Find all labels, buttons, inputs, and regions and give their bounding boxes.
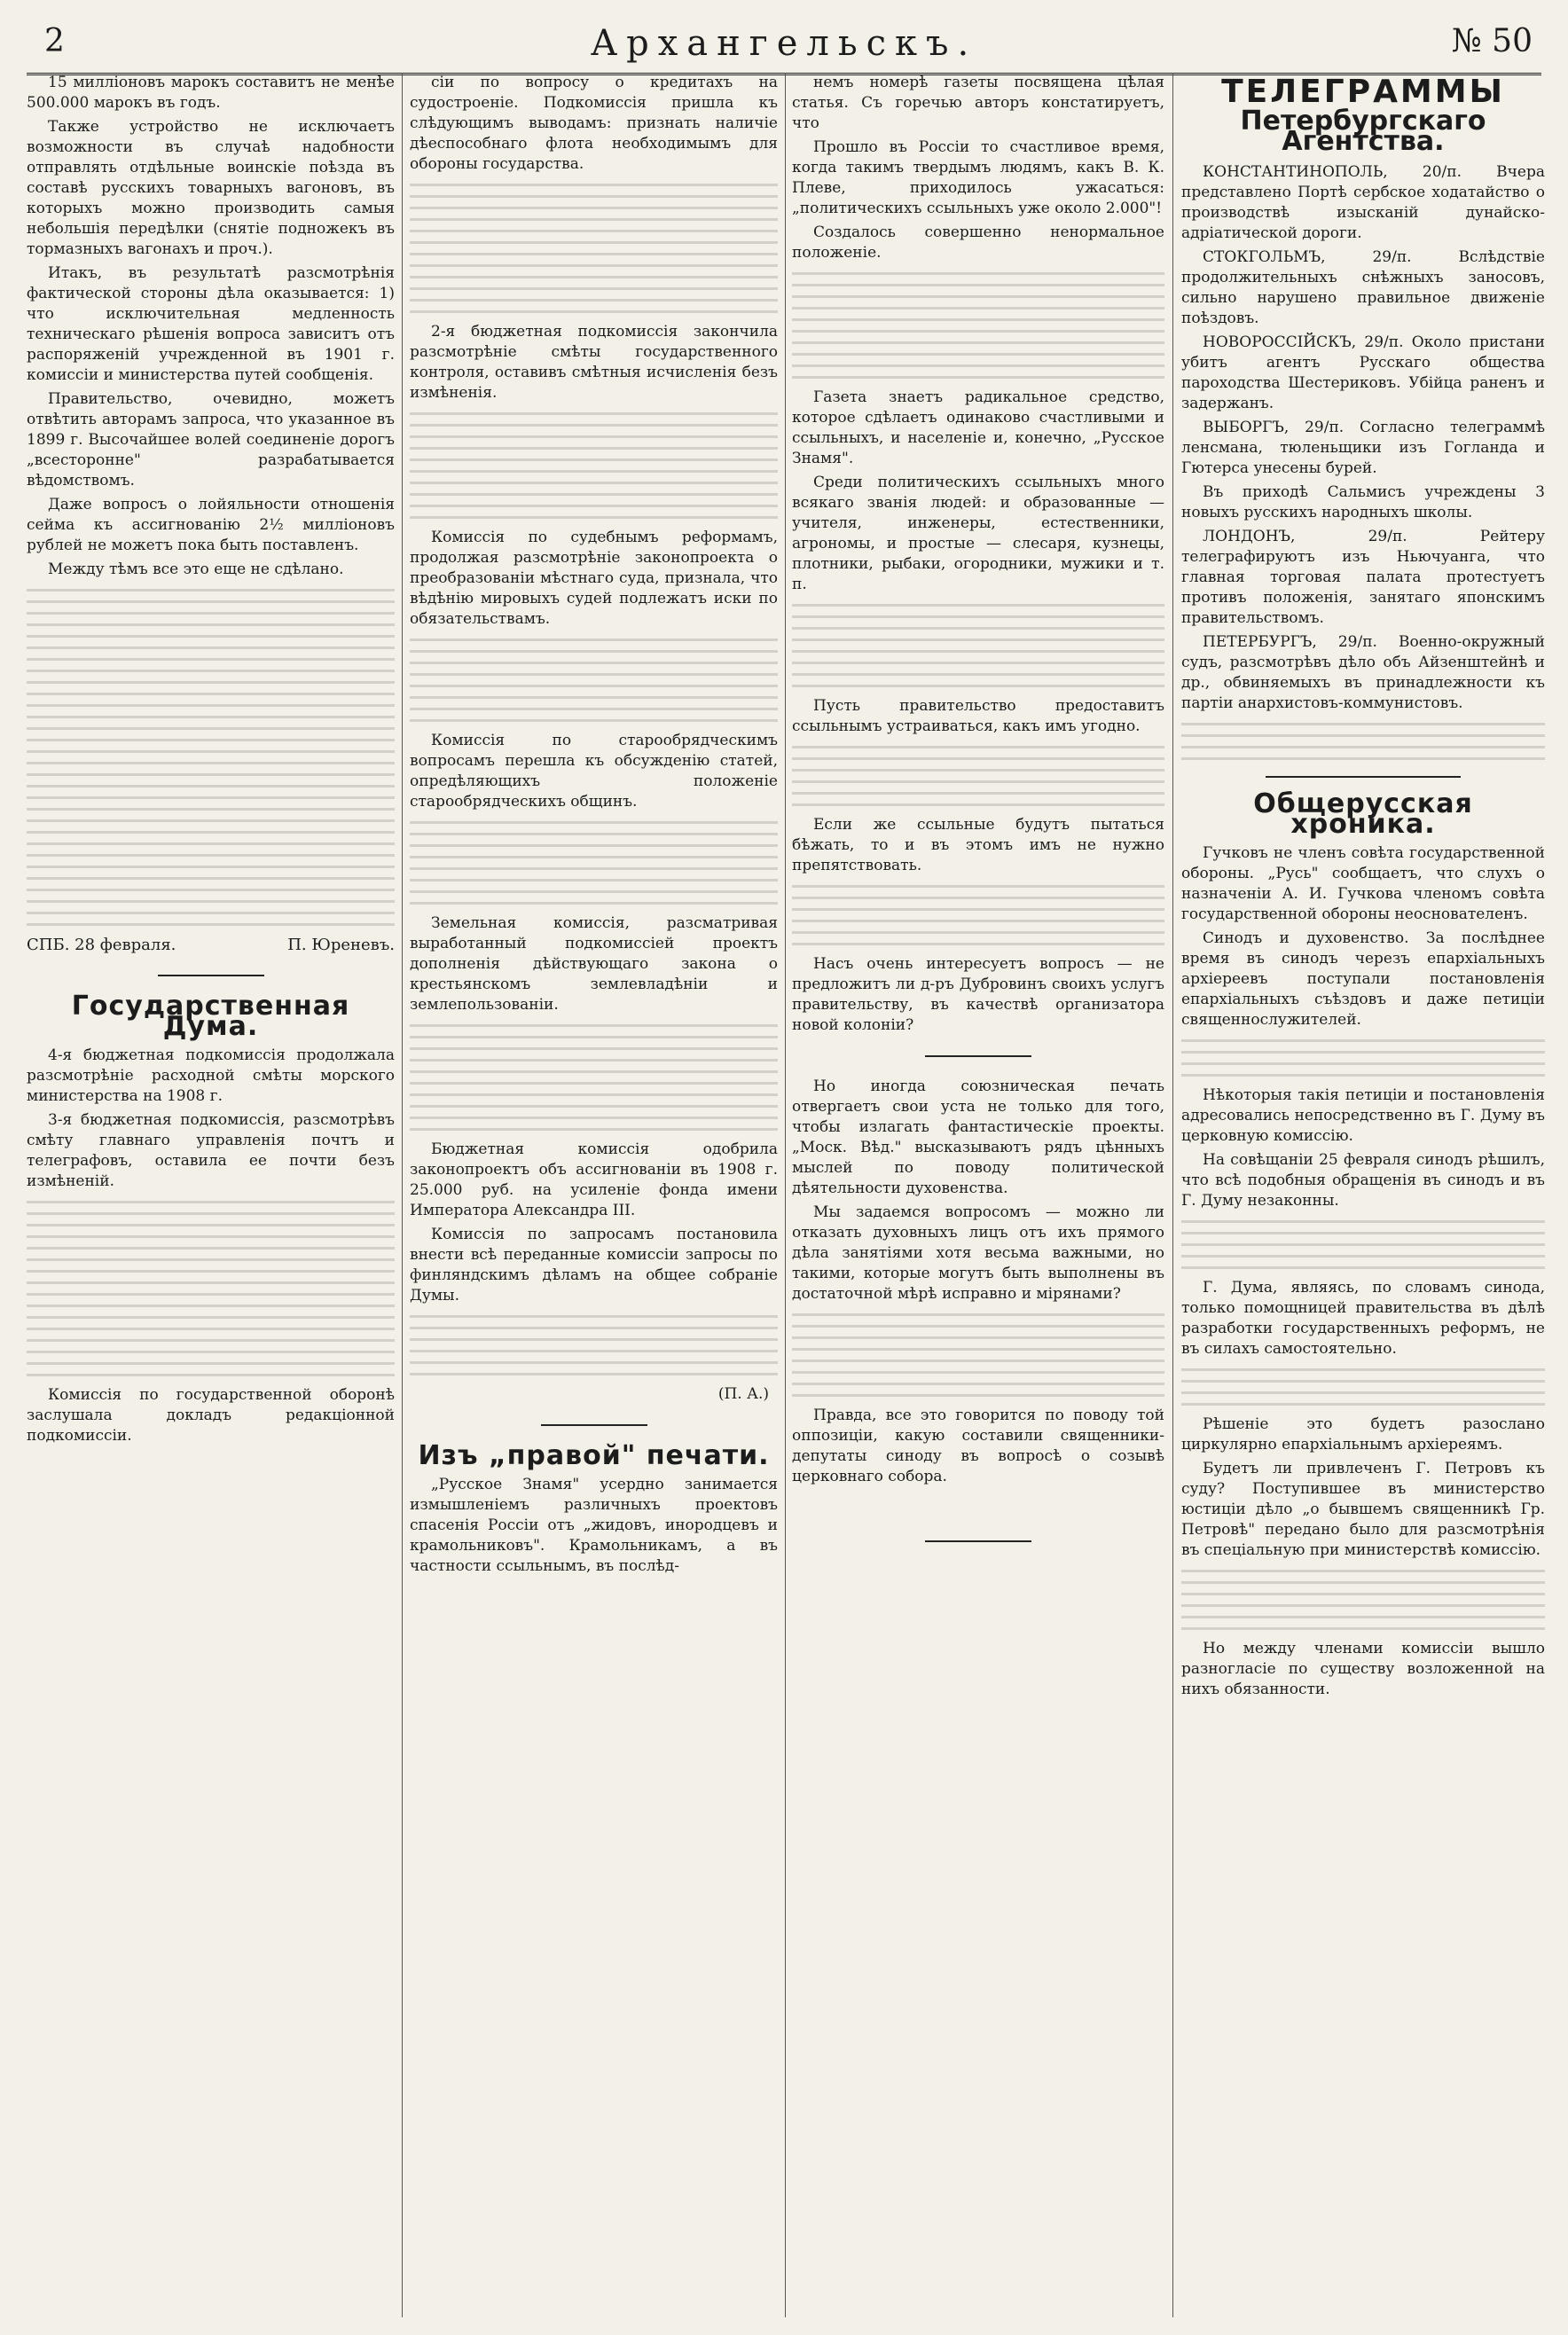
section-divider <box>541 1424 647 1426</box>
article-paragraph: Комиссія по государственной оборонѣ заслушала докладъ редакціонной подкомиссіи. <box>27 1386 395 1445</box>
text-placeholder <box>1181 723 1545 760</box>
chronicle-item: Нѣкоторыя такія петиціи и постановленія адресовались непосредственно въ Г. Думу въ церковную комиссію. <box>1181 1086 1545 1145</box>
article-paragraph: Бюджетная комиссія одобрила законопроектъ объ ассигнованіи въ 1908 г. 25.000 руб. на усиленіе фонда имени Императора Александра III. <box>410 1140 778 1219</box>
column-divider <box>1172 73 1173 2317</box>
chronicle-item: Но между членами комиссіи вышло разногласіе по существу возложенной на нихъ обязанности. <box>1181 1640 1545 1698</box>
section-divider <box>1266 776 1461 778</box>
telegram-item: Въ приходѣ Сальмисъ учреждены 3 новыхъ русскихъ народныхъ школы. <box>1181 483 1545 521</box>
article-paragraph: Комиссія по старообрядческимъ вопросамъ перешла къ обсужденію статей, опредѣляющихъ положеніе старообрядческихъ общинъ. <box>410 732 778 811</box>
column-divider <box>402 73 403 2317</box>
signature-line <box>27 935 395 955</box>
text-placeholder <box>1181 1039 1545 1077</box>
chronicle-item: Будетъ ли привлеченъ Г. Петровъ къ суду? Поступившее въ министерство юстиціи дѣло „о бывшемъ священникѣ Гр. Петровѣ" передано было для разсмотрѣнія въ спеціальную при министерствѣ комиссію. <box>1181 1460 1545 1559</box>
chronicle-item: Г. Дума, являясь, по словамъ синода, только помощницей правительства въ дѣлѣ разработки государственныхъ реформъ, не въ силахъ самостоятельно. <box>1181 1279 1545 1358</box>
telegram-item: ЛОНДОНЪ, 29/п. Рейтеру телеграфируютъ изъ Ньючуанга, что главная торговая палата протестуетъ противъ положенія, занятаго японскимъ правительствомъ. <box>1181 528 1545 627</box>
text-placeholder <box>410 412 778 519</box>
article-paragraph: Даже вопросъ о лойяльности отношенія сейма къ ассигнованію 2½ милліоновъ рублей не можетъ пока быть поставленъ. <box>27 496 395 554</box>
text-placeholder <box>410 821 778 905</box>
text-placeholder <box>792 885 1164 945</box>
telegram-item: НОВОРОССІЙСКЪ, 29/п. Около пристани убитъ агентъ Русскаго общества пароходства Шестериковъ. Убійца раненъ и задержанъ. <box>1181 333 1545 412</box>
telegram-item: КОНСТАНТИНОПОЛЬ, 20/п. Вчера представлено Портѣ сербское ходатайство о производствѣ изысканій дунайско-адріатической дороги. <box>1181 163 1545 242</box>
telegram-item: СТОКГОЛЬМЪ, 29/п. Вслѣдствіе продолжительныхъ снѣжныхъ заносовъ, сильно нарушено правильное движеніе поѣздовъ. <box>1181 248 1545 327</box>
article-paragraph: 3-я бюджетная подкомиссія, разсмотрѣвъ смѣту главнаго управленія почтъ и телеграфовъ, оставила ее почти безъ измѣненій. <box>27 1111 395 1190</box>
article-paragraph: немъ номерѣ газеты посвящена цѣлая статья. Съ горечью авторъ констатируетъ, что <box>792 74 1164 132</box>
section-divider <box>925 1540 1031 1542</box>
article-paragraph: 2-я бюджетная подкомиссія закончила разсмотрѣніе смѣты государственного контроля, оставивъ смѣтныя исчисленія безъ измѣненія. <box>410 323 778 402</box>
column-1 <box>27 73 395 2317</box>
page-number: 2 <box>44 23 65 59</box>
section-subheading-agency: Петербургскаго Агентства. <box>1240 106 1486 157</box>
column-3 <box>792 73 1164 2317</box>
text-placeholder <box>792 604 1164 687</box>
article-paragraph: Среди политическихъ ссыльныхъ много всякаго званія людей: и образованные — учителя, инженеры, естественники, агрономы, и простые — слесаря, кузнецы, плотники, рыбаки, огородники, мужики и т. п. <box>792 474 1164 593</box>
article-paragraph: сіи по вопросу о кредитахъ на судостроеніе. Подкомиссія пришла къ слѣдующимъ выводамъ: признать наличіе дѣеспособнаго флота необходимымъ для обороны государства. <box>410 74 778 173</box>
article-paragraph: Создалось совершенно ненормальное положеніе. <box>792 223 1164 262</box>
text-placeholder <box>792 1313 1164 1397</box>
article-paragraph: Комиссія по запросамъ постановила внести всѣ переданные комиссіи запросы по финляндскимъ дѣламъ на общее собраніе Думы. <box>410 1226 778 1305</box>
section-heading-chronicle: Общерусская хроника. <box>1253 788 1473 840</box>
text-placeholder <box>27 1201 395 1376</box>
newspaper-title: Архангельскъ. <box>590 23 978 64</box>
text-placeholder <box>410 1024 778 1131</box>
text-placeholder <box>410 1315 778 1375</box>
issue-number: № 50 <box>1451 23 1533 59</box>
article-paragraph: 15 милліоновъ марокъ составитъ не менѣе 500.000 марокъ въ годъ. <box>27 74 395 112</box>
sign-author: П. Юреневъ. <box>287 936 395 954</box>
section-divider <box>925 1055 1031 1057</box>
sign-initials: (П. А.) <box>717 1385 769 1403</box>
text-placeholder <box>1181 1220 1545 1269</box>
article-paragraph: Мы задаемся вопросомъ — можно ли отказать духовныхъ лицъ отъ ихъ прямого дѣла занятіями хотя весьма важными, но такими, которые могутъ быть выполнены въ достаточной мѣрѣ исправно и мірянами? <box>792 1203 1164 1303</box>
section-heading-telegrams: ТЕЛЕГРАММЫ <box>1221 74 1505 110</box>
text-placeholder <box>27 589 395 926</box>
section-heading-duma: Государственная Дума. <box>71 991 350 1042</box>
article-paragraph: Если же ссыльные будутъ пытаться бѣжать, то и въ этомъ имъ не нужно препятствовать. <box>792 816 1164 874</box>
text-placeholder <box>410 184 778 313</box>
chronicle-item: На совѣщаніи 25 февраля синодъ рѣшилъ, что всѣ подобныя обращенія въ синодъ и въ Г. Думу незаконны. <box>1181 1151 1545 1210</box>
article-paragraph: Итакъ, въ результатѣ разсмотрѣнія фактической стороны дѣла оказывается: 1) что исключительная медленность техническаго рѣшенія вопроса зависитъ отъ распоряженій учрежденной въ 1901 г. комиссіи и министерства путей сообщенія. <box>27 264 395 384</box>
chronicle-item: Гучковъ не членъ совѣта государственной обороны. „Русь" сообщаетъ, что слухъ о назначеніи А. И. Гучкова членомъ совѣта государственной обороны неоснователенъ. <box>1181 844 1545 923</box>
article-paragraph: Комиссія по судебнымъ реформамъ, продолжая разсмотрѣніе законопроекта о преобразованіи мѣстнаго суда, признала, что вѣдѣнію мировыхъ судей подлежатъ иски по обязательствамъ. <box>410 529 778 628</box>
text-placeholder <box>792 272 1164 379</box>
text-placeholder <box>792 746 1164 806</box>
section-divider <box>158 975 264 976</box>
article-paragraph: Прошло въ Россіи то счастливое время, когда такимъ твердымъ людямъ, какъ В. К. Плеве, приходилось ужасаться: „политическихъ ссыльныхъ уже около 2.000"! <box>792 138 1164 217</box>
article-paragraph: Земельная комиссія, разсматривая выработанный подкомиссіей проектъ дополненія дѣйствующаго закона о крестьянскомъ землевладѣніи и землепользованіи. <box>410 914 778 1014</box>
masthead <box>27 18 1541 71</box>
article-paragraph: Правда, все это говорится по поводу той оппозиціи, какую составили священники-депутаты синоду въ вопросѣ о созывѣ церковнаго собора. <box>792 1406 1164 1485</box>
article-paragraph: Но иногда союзническая печать отвергаетъ свои уста не только для того, чтобы излагать фантастическіе проекты. „Моск. Вѣд." высказываютъ рядъ цѣнныхъ мыслей по поводу политической дѣятельности духовенства. <box>792 1077 1164 1197</box>
article-paragraph: „Русское Знамя" усердно занимается измышленіемъ различныхъ проектовъ спасенія Россіи отъ „жидовъ, инородцевъ и крамольниковъ". Крамольникамъ, а въ частности ссыльнымъ, въ послѣд- <box>410 1476 778 1575</box>
article-paragraph: Пусть правительство предоставитъ ссыльнымъ устраиваться, какъ имъ угодно. <box>792 697 1164 735</box>
text-placeholder <box>1181 1368 1545 1406</box>
chronicle-item: Синодъ и духовенство. За послѣднее время въ синодъ черезъ епархіальныхъ архіереевъ поступали постановленія епархіальныхъ съѣздовъ и даже петиціи священнослужителей. <box>1181 929 1545 1029</box>
section-heading-pravaya: Изъ „правой" печати. <box>418 1440 770 1471</box>
article-paragraph: Газета знаетъ радикальное средство, которое сдѣлаетъ одинаково счастливыми и ссыльныхъ, и населеніе и, конечно, „Русское Знамя". <box>792 388 1164 467</box>
telegram-item: ПЕТЕРБУРГЪ, 29/п. Военно-окружный судъ, разсмотрѣвъ дѣло объ Айзенштейнѣ и др., обвиняемыхъ въ принадлежности къ партіи анархистовъ-коммунистовъ. <box>1181 633 1545 712</box>
article-paragraph: Правительство, очевидно, можетъ отвѣтить авторамъ запроса, что указанное въ 1899 г. Высочайшее волей соединеніе дорогъ „всесторонне" разрабатывается вѣдомствомъ. <box>27 390 395 490</box>
column-divider <box>785 73 786 2317</box>
text-placeholder <box>1181 1570 1545 1630</box>
article-paragraph: Насъ очень интересуетъ вопросъ — не предложитъ ли д-ръ Дубровинъ своихъ услугъ правительству, въ качествѣ организатора новой колоніи? <box>792 955 1164 1034</box>
telegram-item: ВЫБОРГЪ, 29/п. Согласно телеграммѣ ленсмана, тюленьщики изъ Гогланда и Гютерса унесены бурей. <box>1181 419 1545 477</box>
column-4 <box>1181 73 1545 2317</box>
article-paragraph: 4-я бюджетная подкомиссія продолжала разсмотрѣніе расходной смѣты морского министерства на 1908 г. <box>27 1046 395 1105</box>
sign-place-date: СПБ. 28 февраля. <box>27 936 176 954</box>
column-2 <box>410 73 778 2317</box>
chronicle-item: Рѣшеніе это будетъ разослано циркулярно епархіальнымъ архіереямъ. <box>1181 1415 1545 1453</box>
article-paragraph: Между тѣмъ все это еще не сдѣлано. <box>48 560 344 578</box>
article-paragraph: Также устройство не исключаетъ возможности въ случаѣ надобности отправлять отдѣльные воинскіе поѣзда въ составѣ русскихъ товарныхъ вагоновъ, въ которыхъ можно производить самыя небольшія передѣлки (снятіе подножекъ въ тормазныхъ вагонахъ и проч.). <box>27 118 395 258</box>
text-placeholder <box>410 639 778 722</box>
